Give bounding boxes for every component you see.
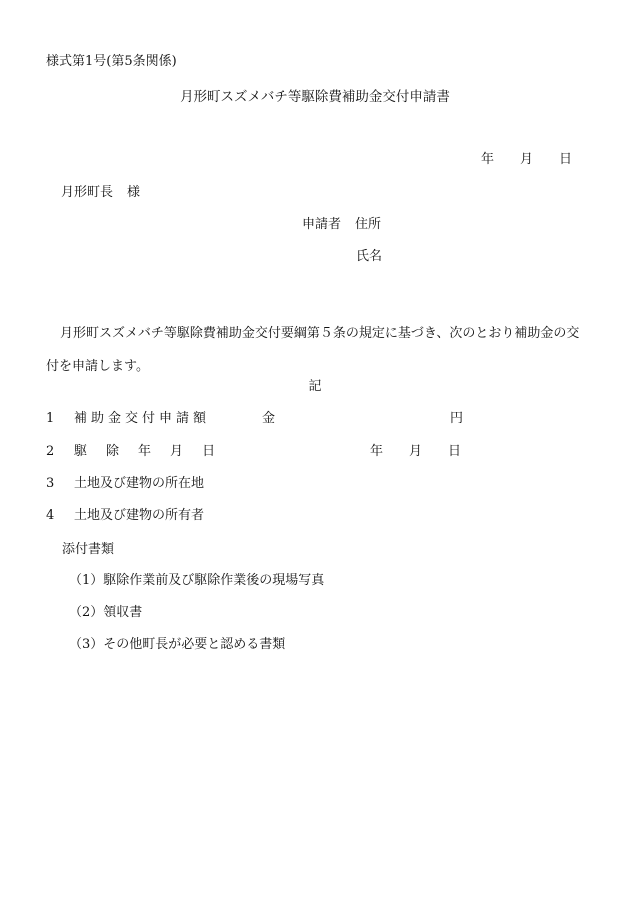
date-month-label: 月 [519,152,533,167]
item-label: 土地及び建物の所有者 [74,508,205,523]
applicant-label: 申請者 [302,217,342,232]
item-label: 補助金交付申請額 [74,411,211,426]
item-number: 1 [46,411,55,426]
attachment-item: （3）その他町長が必要と認める書類 [69,637,286,652]
document-title: 月形町スズメバチ等駆除費補助金交付申請書 [180,89,450,105]
item-label-part: 月 [170,444,184,459]
date-day-label: 日 [448,444,462,459]
item-label-part: 年 [138,444,152,459]
request-statement: 月形町スズメバチ等駆除費補助金交付要綱第５条の規定に基づき、次のとおり補助金の交付を申請します。 [46,326,580,374]
attachments-heading: 添付書類 [62,542,115,557]
applicant-name-label: 氏名 [356,249,383,264]
extermination-date-fields [370,445,461,458]
date-month-label: 月 [409,444,423,459]
item-label-part: 日 [202,444,216,459]
form-number: 様式第1号(第5条関係) [46,54,177,69]
item-label-part: 除 [106,444,120,459]
currency-prefix: 金 [262,411,276,426]
applicant-address-line [302,218,381,231]
item-subsidy-amount [46,412,210,425]
addressee-name: 月形町長 [61,185,114,200]
date-day-label: 日 [558,152,572,167]
item-number: 3 [46,476,55,491]
application-date [481,153,572,166]
item-extermination-date [46,445,215,458]
addressee-honorific: 様 [127,185,141,200]
item-number: 4 [46,508,55,523]
item-label-part: 駆 [74,444,88,459]
address-label: 住所 [355,217,382,232]
item-number: 2 [46,444,55,459]
item-property-location [46,477,204,490]
attachment-item: （2）領収書 [69,605,143,620]
addressee [61,186,140,199]
item-label: 土地及び建物の所在地 [74,476,205,491]
date-year-label: 年 [480,152,494,167]
item-property-owner [46,509,204,522]
ki-heading: 記 [308,379,322,394]
date-year-label: 年 [370,444,384,459]
currency-suffix: 円 [450,411,464,426]
attachment-item: （1）駆除作業前及び駆除作業後の現場写真 [69,573,325,588]
